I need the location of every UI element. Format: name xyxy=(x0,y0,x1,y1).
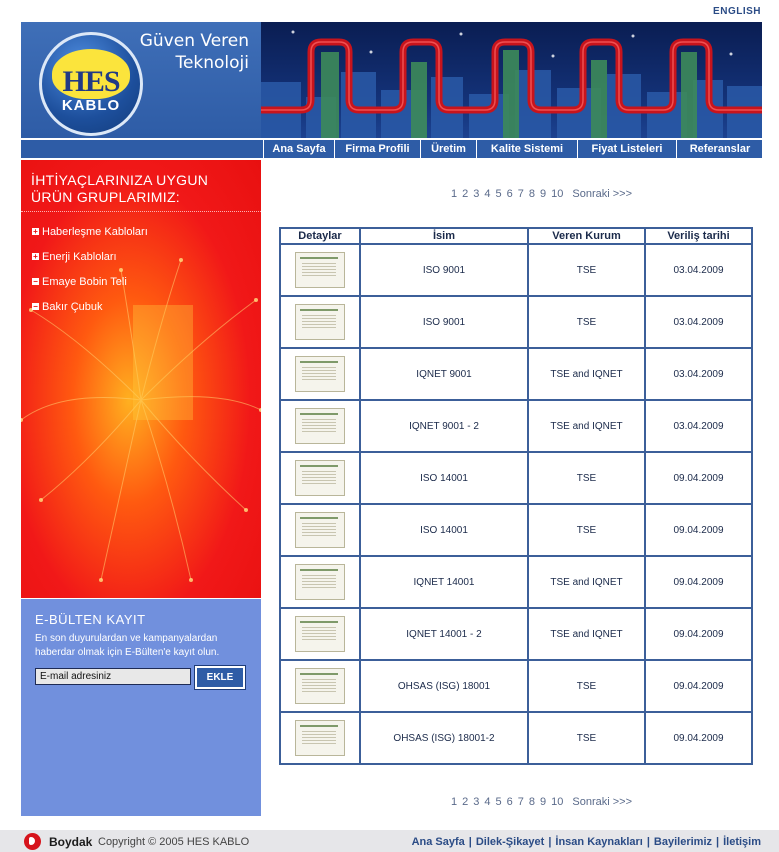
category-label: Bakır Çubuk xyxy=(42,301,103,313)
certificate-thumbnail[interactable] xyxy=(295,408,345,444)
certificate-thumbnail[interactable] xyxy=(295,564,345,600)
issuer-cell: TSE and IQNET xyxy=(528,556,645,608)
separator: | xyxy=(468,836,472,848)
collapse-icon: − xyxy=(33,277,38,286)
logo-hes-text: HES xyxy=(62,65,120,98)
certificate-thumbnail[interactable] xyxy=(295,512,345,548)
cable-skyline-graphic xyxy=(261,22,762,138)
page-link[interactable]: 7 xyxy=(517,796,524,808)
footer-links xyxy=(412,836,761,848)
subscribe-button[interactable]: EKLE xyxy=(195,666,245,689)
table-row xyxy=(280,608,752,660)
footer-link-insan-kaynaklari[interactable]: İnsan Kaynakları xyxy=(555,836,643,848)
date-cell: 03.04.2009 xyxy=(645,296,752,348)
date-cell: 09.04.2009 xyxy=(645,452,752,504)
name-cell: OHSAS (ISG) 18001-2 xyxy=(360,712,528,764)
page-link[interactable]: 5 xyxy=(495,796,502,808)
issuer-cell: TSE xyxy=(528,712,645,764)
english-link[interactable]: ENGLISH xyxy=(713,6,761,17)
page-link[interactable]: 1 xyxy=(451,188,458,200)
nav-fiyat-listeleri[interactable]: Fiyat Listeleri xyxy=(577,140,676,158)
table-row xyxy=(280,452,752,504)
page-link[interactable]: 8 xyxy=(528,188,535,200)
newsletter-description: En son duyurulardan ve kampanyalardan haberdar olmak için E-Bülten'e kayıt olun. xyxy=(35,633,220,658)
footer-link-iletisim[interactable]: İletişim xyxy=(723,836,761,848)
page-link[interactable]: 6 xyxy=(506,796,513,808)
nav-kalite-sistemi[interactable]: Kalite Sistemi xyxy=(476,140,577,158)
date-cell: 09.04.2009 xyxy=(645,556,752,608)
table-row xyxy=(280,556,752,608)
details-cell xyxy=(280,244,360,296)
page-link[interactable]: 10 xyxy=(551,796,564,808)
next-page-link[interactable]: Sonraki >>> xyxy=(572,796,632,808)
date-cell: 09.04.2009 xyxy=(645,504,752,556)
issuer-cell: TSE xyxy=(528,452,645,504)
date-cell: 03.04.2009 xyxy=(645,348,752,400)
certificate-thumbnail[interactable] xyxy=(295,304,345,340)
table-row xyxy=(280,660,752,712)
certificate-thumbnail[interactable] xyxy=(295,616,345,652)
name-cell: ISO 14001 xyxy=(360,504,528,556)
product-groups-title-line-2: ÜRÜN GRUPLARIMIZ: xyxy=(31,189,180,205)
email-input[interactable] xyxy=(35,668,191,685)
table-row xyxy=(280,348,752,400)
category-label: Enerji Kabloları xyxy=(42,251,117,263)
page-link[interactable]: 2 xyxy=(462,796,469,808)
boydak-logo-icon xyxy=(24,833,41,850)
certificate-thumbnail[interactable] xyxy=(295,252,345,288)
page-link[interactable]: 1 xyxy=(451,796,458,808)
issuer-cell: TSE and IQNET xyxy=(528,348,645,400)
expand-icon: + xyxy=(33,227,38,236)
category-enerji-kablolari[interactable] xyxy=(32,251,117,263)
issuer-cell: TSE xyxy=(528,244,645,296)
product-groups-title-line-1: İHTİYAÇLARINIZA UYGUN xyxy=(31,172,209,188)
category-bakir-cubuk[interactable] xyxy=(32,301,103,313)
certificate-thumbnail[interactable] xyxy=(295,356,345,392)
separator: | xyxy=(646,836,650,848)
date-cell: 03.04.2009 xyxy=(645,244,752,296)
details-cell xyxy=(280,400,360,452)
page-link[interactable]: 3 xyxy=(473,796,480,808)
date-cell: 09.04.2009 xyxy=(645,660,752,712)
certificate-thumbnail[interactable] xyxy=(295,668,345,704)
collapse-icon: − xyxy=(33,302,38,311)
date-cell: 09.04.2009 xyxy=(645,608,752,660)
page-link[interactable]: 9 xyxy=(540,188,547,200)
header-banner xyxy=(261,22,762,138)
page-link[interactable]: 2 xyxy=(462,188,469,200)
category-haberlesme-kablolari[interactable] xyxy=(32,226,148,238)
pager-top xyxy=(451,188,637,200)
details-cell xyxy=(280,712,360,764)
details-cell xyxy=(280,348,360,400)
page-link[interactable]: 8 xyxy=(528,796,535,808)
name-cell: IQNET 9001 xyxy=(360,348,528,400)
table-row xyxy=(280,712,752,764)
sidebar-divider xyxy=(21,211,261,212)
newsletter-panel xyxy=(21,599,261,816)
col-header-details: Detaylar xyxy=(280,228,360,244)
footer-link-ana-sayfa[interactable]: Ana Sayfa xyxy=(411,836,465,848)
name-cell: ISO 9001 xyxy=(360,244,528,296)
col-header-issuer: Veren Kurum xyxy=(528,228,645,244)
category-label: Emaye Bobin Teli xyxy=(42,276,127,288)
logo-area xyxy=(21,22,261,138)
issuer-cell: TSE and IQNET xyxy=(528,400,645,452)
name-cell: IQNET 14001 - 2 xyxy=(360,608,528,660)
nav-uretim[interactable]: Üretim xyxy=(420,140,476,158)
table-row xyxy=(280,296,752,348)
table-row xyxy=(280,244,752,296)
footer-link-dilek-sikayet[interactable]: Dilek-Şikayet xyxy=(475,836,545,848)
copyright-text: Copyright © 2005 HES KABLO xyxy=(98,836,250,848)
hes-kablo-logo[interactable] xyxy=(39,32,143,136)
certificates-table xyxy=(279,227,753,765)
details-cell xyxy=(280,296,360,348)
details-cell xyxy=(280,608,360,660)
issuer-cell: TSE xyxy=(528,296,645,348)
logo-kablo-text: KABLO xyxy=(61,97,121,114)
certificate-thumbnail[interactable] xyxy=(295,460,345,496)
category-emaye-bobin-teli[interactable] xyxy=(32,276,127,288)
nav-firma-profili[interactable]: Firma Profili xyxy=(334,140,420,158)
footer-link-bayilerimiz[interactable]: Bayilerimiz xyxy=(653,836,713,848)
col-header-date: Veriliş tarihi xyxy=(645,228,752,244)
table-row xyxy=(280,504,752,556)
nav-referanslar[interactable]: Referanslar xyxy=(676,140,763,158)
category-label: Haberleşme Kabloları xyxy=(42,226,148,238)
issuer-cell: TSE xyxy=(528,660,645,712)
logo-yellow-badge xyxy=(52,49,130,99)
name-cell: IQNET 9001 - 2 xyxy=(360,400,528,452)
newsletter-title: E-BÜLTEN KAYIT xyxy=(35,612,146,627)
pager-bottom xyxy=(451,796,637,808)
expand-icon: + xyxy=(33,252,38,261)
date-cell: 09.04.2009 xyxy=(645,712,752,764)
name-cell: ISO 9001 xyxy=(360,296,528,348)
details-cell xyxy=(280,660,360,712)
main-nav xyxy=(21,140,762,158)
details-cell xyxy=(280,452,360,504)
page-link[interactable]: 9 xyxy=(540,796,547,808)
tagline-line-1: Güven Veren xyxy=(139,31,249,51)
product-groups-panel xyxy=(21,160,261,598)
page-link[interactable]: 4 xyxy=(484,796,491,808)
certificate-thumbnail[interactable] xyxy=(295,720,345,756)
col-header-name: İsim xyxy=(360,228,528,244)
product-groups-title xyxy=(31,172,246,206)
separator: | xyxy=(548,836,552,848)
tagline xyxy=(139,30,249,74)
details-cell xyxy=(280,504,360,556)
issuer-cell: TSE xyxy=(528,504,645,556)
page-link[interactable]: 6 xyxy=(506,188,513,200)
name-cell: IQNET 14001 xyxy=(360,556,528,608)
page-link[interactable]: 5 xyxy=(495,188,502,200)
page-link[interactable]: 4 xyxy=(484,188,491,200)
next-page-link[interactable]: Sonraki >>> xyxy=(572,188,632,200)
page-link[interactable]: 10 xyxy=(551,188,564,200)
page-link[interactable]: 7 xyxy=(517,188,524,200)
table-header-row xyxy=(280,228,752,244)
boydak-brand[interactable]: Boydak xyxy=(49,835,93,849)
footer xyxy=(0,830,779,852)
name-cell: OHSAS (ISG) 18001 xyxy=(360,660,528,712)
issuer-cell: TSE and IQNET xyxy=(528,608,645,660)
date-cell: 03.04.2009 xyxy=(645,400,752,452)
tagline-line-2: Teknoloji xyxy=(175,53,249,73)
separator: | xyxy=(716,836,720,848)
table-row xyxy=(280,400,752,452)
nav-ana-sayfa[interactable]: Ana Sayfa xyxy=(263,140,334,158)
name-cell: ISO 14001 xyxy=(360,452,528,504)
details-cell xyxy=(280,556,360,608)
page-link[interactable]: 3 xyxy=(473,188,480,200)
